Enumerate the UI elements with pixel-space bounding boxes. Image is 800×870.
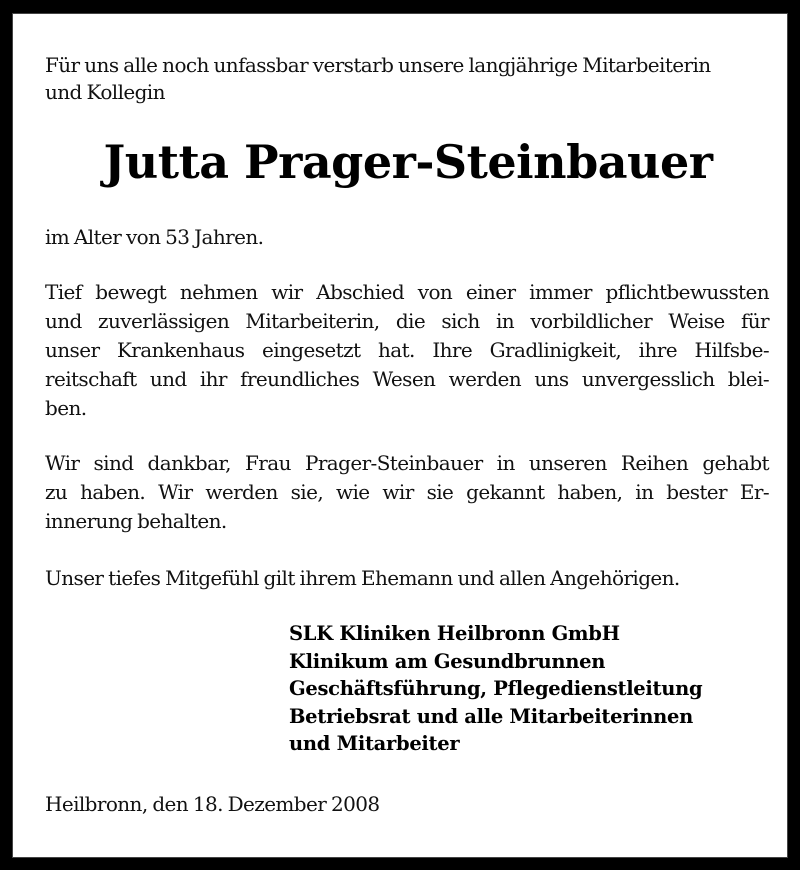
paragraph-line: Unser tiefes Mitgefühl gilt ihrem Ehemann und allen Angehörigen. bbox=[45, 566, 680, 590]
paragraph-line: unser Krankenhaus eingesetzt hat. Ihre Gradlinigkeit, ihre Hilfsbe- bbox=[45, 338, 769, 362]
signature-line: und Mitarbeiter bbox=[289, 732, 460, 755]
age-line: im Alter von 53 Jahren. bbox=[45, 225, 264, 249]
paragraph-line: reitschaft und ihr freundliches Wesen werden uns unvergesslich blei- bbox=[45, 367, 769, 391]
place-date: Heilbronn, den 18. Dezember 2008 bbox=[45, 792, 380, 816]
paragraph-line: ben. bbox=[45, 396, 87, 420]
paragraph-condolence bbox=[45, 564, 769, 593]
obituary-notice bbox=[12, 13, 788, 858]
intro-line: und Kollegin bbox=[45, 80, 165, 104]
deceased-name: Jutta Prager-Steinbauer bbox=[103, 135, 713, 189]
paragraph-gratitude bbox=[45, 449, 769, 536]
intro-text bbox=[45, 52, 771, 106]
paragraph-line: innerung behalten. bbox=[45, 509, 227, 533]
paragraph-line: zu haben. Wir werden sie, wie wir sie gekannt haben, in bester Er- bbox=[45, 480, 769, 504]
intro-line: Für uns alle noch unfassbar verstarb unsere langjährige Mitarbeiterin bbox=[45, 53, 711, 77]
paragraph-farewell bbox=[45, 278, 769, 423]
paragraph-line: und zuverlässigen Mitarbeiterin, die sich in vorbildlicher Weise für bbox=[45, 309, 769, 333]
signature-line: Geschäftsführung, Pflegedienstleitung bbox=[289, 677, 703, 700]
signature-line: Klinikum am Gesundbrunnen bbox=[289, 649, 606, 673]
signature-line: Betriebsrat und alle Mitarbeiterinnen bbox=[289, 704, 694, 728]
signature-line: SLK Kliniken Heilbronn GmbH bbox=[289, 622, 620, 645]
paragraph-line: Wir sind dankbar, Frau Prager-Steinbauer in unseren Reihen gehabt bbox=[45, 451, 769, 475]
paragraph-line: Tief bewegt nehmen wir Abschied von einer immer pflichtbewussten bbox=[45, 280, 769, 304]
signature-block bbox=[289, 620, 702, 758]
